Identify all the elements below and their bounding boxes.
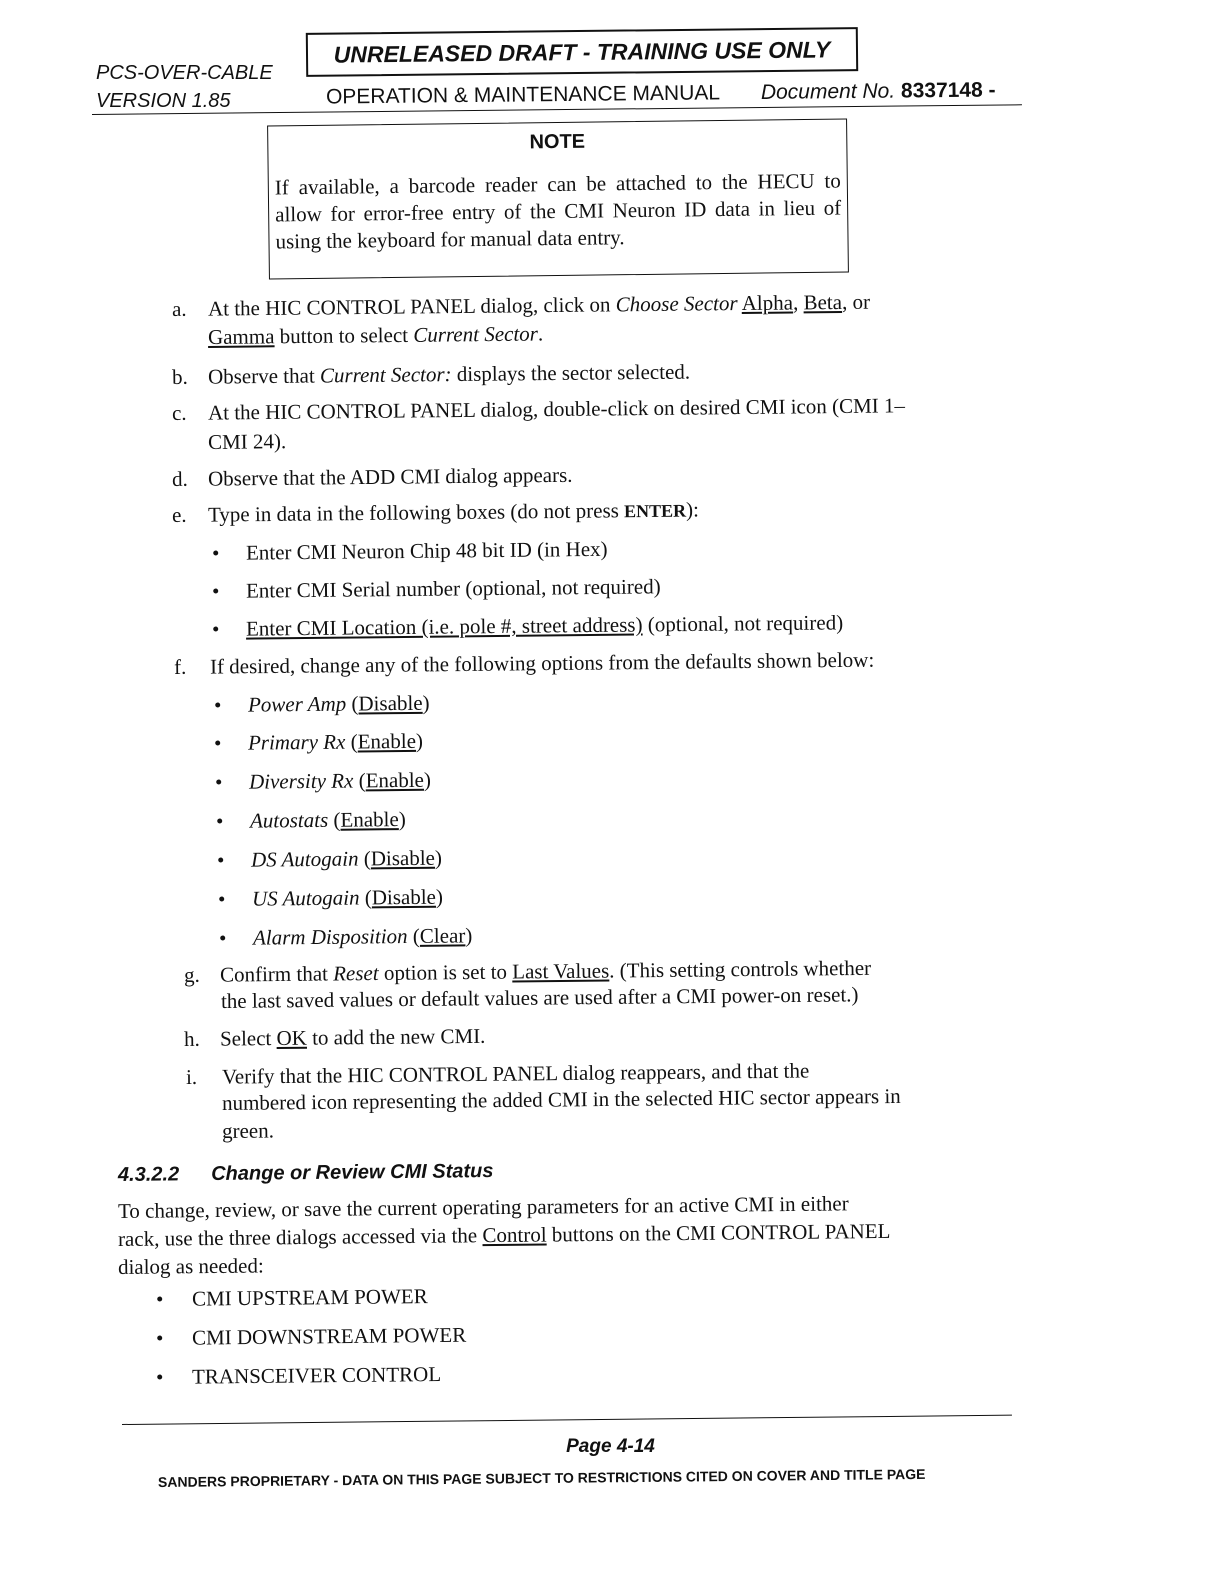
step-g-text-1: Confirm that — [219, 961, 334, 987]
footer-rule — [122, 1415, 1012, 1425]
step-a-line2 — [208, 318, 543, 352]
step-a-current-sector: Current Sector — [413, 321, 539, 347]
option-name: Alarm Disposition — [252, 924, 408, 950]
option-name: Autostats — [249, 807, 329, 833]
bullet-icon: • — [155, 1286, 164, 1311]
option-name: Diversity Rx — [248, 768, 354, 794]
section-control-link: Control — [482, 1222, 547, 1248]
bullet-icon: • — [211, 540, 220, 565]
step-a-beta: Beta — [803, 289, 843, 315]
step-a-text-1: At the HIC CONTROL PANEL dialog, click on — [207, 292, 616, 321]
list-item-text: Enter CMI Serial number (optional, not required) — [245, 574, 661, 603]
step-e-label: e. — [171, 502, 187, 527]
manual-name: OPERATION & MAINTENANCE MANUAL — [325, 81, 720, 109]
bullet-icon: • — [213, 730, 222, 755]
bullet-icon: • — [155, 1364, 164, 1389]
step-e-enter: ENTER — [624, 500, 687, 522]
bullet-icon: • — [218, 925, 227, 950]
note-body: If available, a barcode reader can be attached to the HECU to allow for error-free entry of the CMI Neuron ID data in lieu of using the keyboard for manual data entry. — [274, 168, 842, 254]
option-name: Primary Rx — [247, 729, 346, 755]
product-name: PCS-OVER-CABLE — [96, 62, 273, 84]
step-b-text-3: displays the sector selected. — [451, 359, 691, 387]
list-item-text: TRANSCEIVER CONTROL — [191, 1362, 442, 1389]
list-item — [156, 1320, 466, 1353]
option-item: • US Autogain (Disable) — [218, 882, 443, 914]
step-b — [172, 357, 690, 392]
bullet-icon: • — [213, 692, 222, 717]
option-item: • DS Autogain (Disable) — [217, 843, 442, 875]
step-b-current-sector: Current Sector: — [319, 362, 452, 388]
doc-number: 8337148 - — [900, 78, 996, 103]
step-a-gamma: Gamma — [207, 324, 275, 349]
proprietary-notice: SANDERS PROPRIETARY - DATA ON THIS PAGE SUBJECT TO RESTRICTIONS CITED ON COVER AND TITLE PAGE — [157, 1465, 926, 1490]
option-name: Power Amp — [247, 691, 347, 717]
list-item-text: Enter CMI Neuron Chip 48 bit ID (in Hex) — [245, 536, 608, 565]
draft-banner-text: UNRELEASED DRAFT - TRAINING USE ONLY — [333, 35, 831, 68]
step-c-label: c. — [171, 400, 187, 425]
list-item-text: (optional, not required) — [642, 610, 844, 637]
step-a-comma: , — [792, 290, 804, 315]
draft-banner — [306, 27, 858, 77]
list-item-text: CMI DOWNSTREAM POWER — [191, 1322, 467, 1350]
step-d-text: Observe that the ADD CMI dialog appears. — [207, 462, 573, 491]
option-name: US Autogain — [251, 885, 360, 911]
option-default: Disable — [358, 690, 423, 716]
step-f — [174, 645, 875, 682]
step-e-text-1: Type in data in the following boxes (do not press — [207, 498, 625, 527]
step-i-line3: green. — [221, 1118, 275, 1143]
option-item: • Autostats (Enable) — [216, 804, 406, 836]
section-paragraph-line1: To change, review, or save the current operating parameters for an active CMI in either — [117, 1191, 849, 1223]
bullet-icon: • — [211, 616, 220, 641]
step-a-period: . — [537, 321, 544, 346]
list-item — [212, 534, 608, 568]
option-name: DS Autogain — [250, 846, 359, 872]
step-h-text-1: Select — [219, 1026, 277, 1051]
step-i-label: i. — [185, 1064, 198, 1089]
page-number: Page 4-14 — [566, 1436, 655, 1457]
step-a-alpha: Alpha — [741, 290, 794, 316]
option-item: • Primary Rx (Enable) — [214, 726, 423, 758]
section-paragraph-line3: dialog as needed: — [117, 1253, 264, 1279]
step-i-line1: Verify that the HIC CONTROL PANEL dialog reappears, and that the — [221, 1058, 810, 1089]
step-c-line2: CMI 24). — [207, 429, 287, 454]
option-item: • Power Amp (Disable) — [214, 688, 430, 720]
step-a-choose-sector: Choose Sector — [615, 291, 738, 317]
option-item: • Alarm Disposition (Clear) — [219, 920, 473, 953]
step-h-label: h. — [183, 1026, 200, 1051]
option-default: Disable — [370, 845, 436, 871]
step-a-text-6: button to select — [274, 322, 414, 349]
step-h-text-3: to add the new CMI. — [306, 1023, 486, 1050]
step-b-text-1: Observe that — [207, 363, 321, 389]
step-e-text-3: ): — [685, 497, 700, 522]
option-default: Enable — [340, 807, 399, 832]
list-item — [212, 607, 843, 644]
bullet-icon: • — [217, 886, 226, 911]
list-item — [212, 571, 661, 606]
section-title: Change or Review CMI Status — [211, 1160, 494, 1186]
section-number: 4.3.2.2 — [117, 1163, 180, 1186]
step-f-text: If desired, change any of the following options from the defaults shown below: — [209, 647, 875, 679]
version-label: VERSION 1.85 — [96, 90, 231, 112]
option-default: Enable — [357, 728, 417, 754]
step-g-reset: Reset — [333, 960, 379, 986]
step-c — [172, 390, 905, 428]
option-item: • Diversity Rx (Enable) — [215, 765, 431, 797]
note-box — [267, 118, 849, 279]
step-d — [172, 460, 573, 494]
step-i-line2: numbered icon representing the added CMI in the selected HIC sector appears in — [221, 1083, 901, 1115]
step-g-line2: the last saved values or default values are used after a CMI power-on reset.) — [220, 982, 859, 1013]
step-h-ok: OK — [276, 1025, 308, 1051]
option-default: Disable — [371, 884, 437, 910]
step-g-text-3: option is set to — [378, 959, 513, 985]
list-item-location: Enter CMI Location (i.e. pole #, street address) — [245, 612, 643, 641]
step-e — [172, 494, 699, 531]
section-p2-a: rack, use the three dialogs accessed via the — [117, 1223, 483, 1251]
note-title: NOTE — [529, 130, 586, 154]
bullet-icon: • — [215, 808, 224, 833]
step-g-text-5: . (This setting controls whether — [609, 955, 872, 983]
step-c-line1: At the HIC CONTROL PANEL dialog, double-click on desired CMI icon (CMI 1– — [207, 393, 906, 425]
step-a-or: , or — [841, 289, 871, 314]
step-d-label: d. — [171, 466, 188, 491]
step-h — [184, 1021, 486, 1054]
bullet-icon: • — [214, 769, 223, 794]
option-default: Clear — [419, 923, 466, 948]
list-item-text: CMI UPSTREAM POWER — [191, 1284, 428, 1311]
step-b-label: b. — [171, 364, 188, 389]
bullet-icon: • — [216, 847, 225, 872]
bullet-icon: • — [155, 1325, 164, 1350]
step-g-label: g. — [183, 962, 200, 987]
section-heading — [118, 1160, 494, 1187]
list-item — [156, 1281, 428, 1314]
list-item — [156, 1359, 441, 1392]
step-a-label: a. — [171, 296, 187, 321]
step-g-last-values: Last Values — [512, 958, 610, 984]
step-f-label: f. — [173, 654, 187, 679]
bullet-icon: • — [211, 578, 220, 603]
option-default: Enable — [365, 767, 425, 793]
section-p2-b: buttons on the CMI CONTROL PANEL — [546, 1218, 891, 1247]
doc-label: Document No. — [760, 79, 896, 104]
